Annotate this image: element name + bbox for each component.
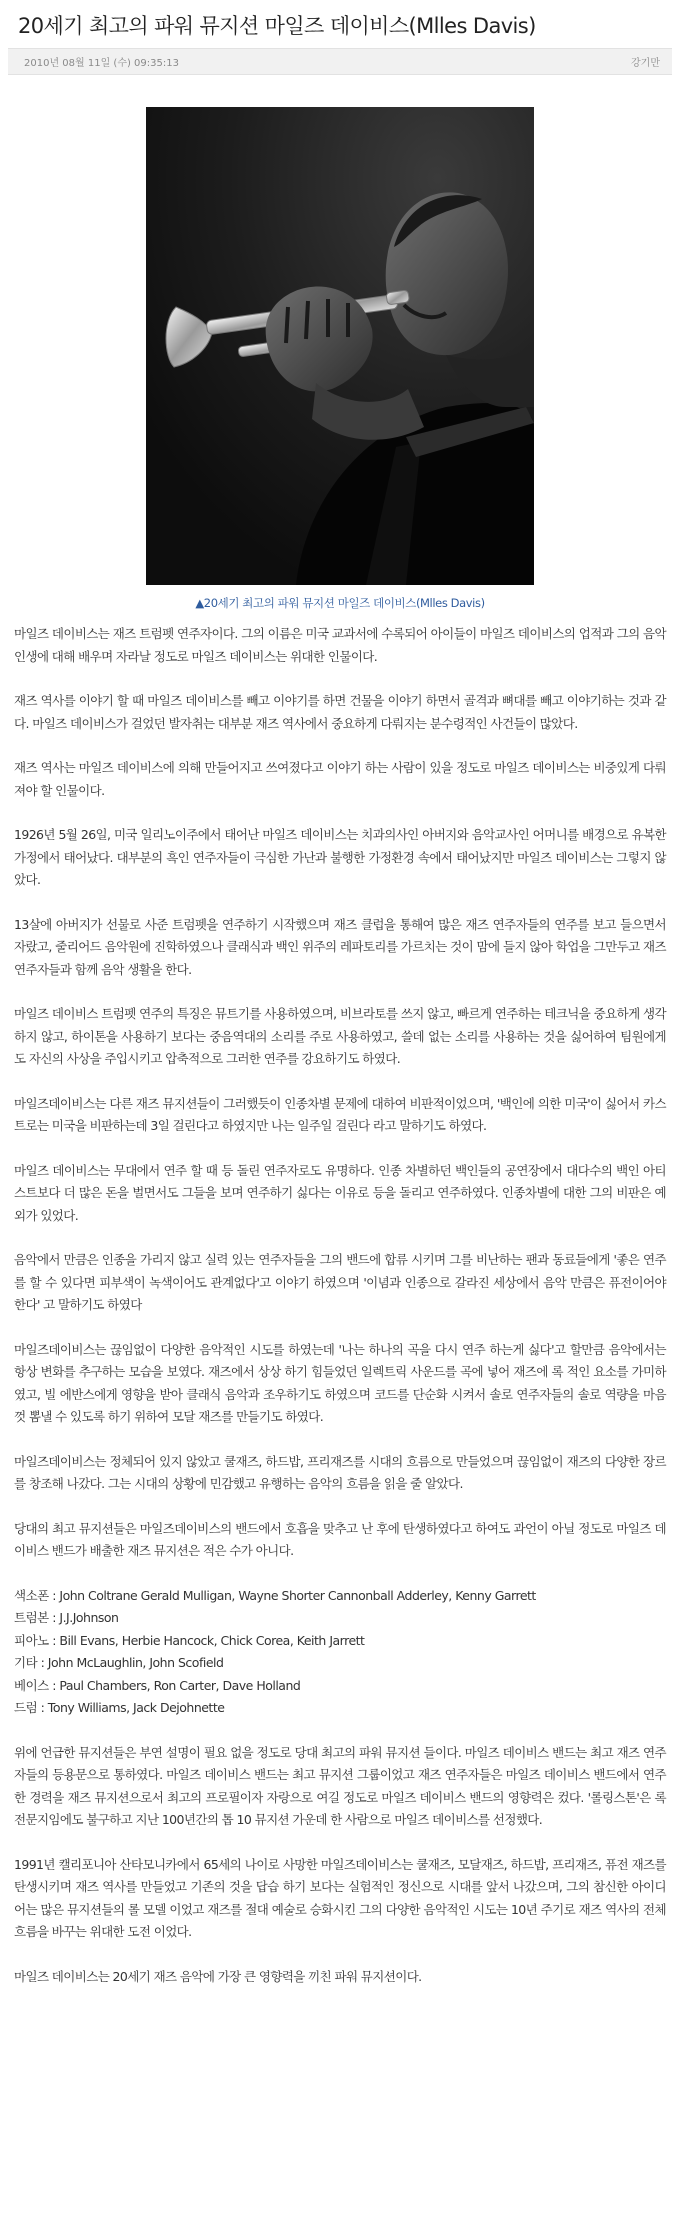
article-paragraph: 마일즈 데이비스 트럼펫 연주의 특징은 뮤트기를 사용하였으며, 비브라토를 쓰지 않고, 빠르게 연주하는 테크닉을 중요하게 생각하지 않고, 하이톤을 사용하기 보다는 중음역대의 소리를 주로 사용하였고, 쓸데 없는 소리를 사용하는 것을 싫어하여 팀원에게도 자신의 사상을 주입시키고 압축적으로 그러한 연주를 강요하기도 하였다. — [14, 1006, 666, 1066]
article-paragraph: 위에 언급한 뮤지션들은 부연 설명이 필요 없을 정도로 당대 최고의 파워 뮤지션 들이다. 마일즈 데이비스 밴드는 최고 재즈 연주자들의 등용문으로 통하였다. 마일즈 데이비스 밴드는 최고 뮤지션 그룹이었고 재즈 연주자들은 마일즈 데이비스 밴드에서 연주한 경력을 재즈 뮤지션으로서 최고의 프로필이자 자랑으로 여길 정도로 마일즈 데이비스 밴드의 영향력은 컸다. '롤링스톤'은 록 전문지임에도 불구하고 지난 100년간의 톱 10 뮤지션 가운데 한 사람으로 마일즈 데이비스를 선정했다. — [14, 1744, 666, 1827]
musician-list — [14, 1585, 666, 1720]
article-title: 20세기 최고의 파워 뮤지션 마일즈 데이비스(Mlles Davis) — [18, 14, 536, 38]
article-paragraph: 당대의 최고 뮤지션들은 마일즈데이비스의 밴드에서 호흡을 맞추고 난 후에 탄생하였다고 하여도 과언이 아닐 정도로 마일즈 데이비스 밴드가 배출한 재즈 뮤지션은 적은 수가 아니다. — [14, 1520, 666, 1558]
article-paragraph: 마일즈 데이비스는 재즈 트럼펫 연주자이다. 그의 이름은 미국 교과서에 수록되어 아이들이 마일즈 데이비스의 업적과 그의 음악인생에 대해 배우며 자라날 정도로 마일즈 데이비스는 위대한 인물이다. — [14, 626, 666, 664]
article-paragraph: 재즈 역사는 마일즈 데이비스에 의해 만들어지고 쓰여졌다고 이야기 하는 사람이 있을 정도로 마일즈 데이비스는 비중있게 다뤄져야 할 인물이다. — [14, 760, 666, 798]
article-paragraph: 1991년 캘리포니아 산타모니카에서 65세의 나이로 사망한 마일즈데이비스는 쿨재즈, 모달재즈, 하드밥, 프리재즈, 퓨전 재즈를 탄생시키며 재즈 역사를 만들었고 기존의 것을 답습 하기 보다는 실험적인 정신으로 시대를 앞서 나갔으며, 그의 참신한 아이디어는 많은 뮤지션들의 롤 모델 이었고 재즈를 절대 예술로 승화시킨 그의 다양한 음악적인 시도는 10년 주기로 재즈 역사의 전체 흐름을 바꾸는 위대한 도전 이었다. — [14, 1856, 666, 1939]
article-paragraph: 마일즈 데이비스는 20세기 재즈 음악에 가장 큰 영향력을 끼친 파워 뮤지션이다. — [14, 1968, 422, 1984]
article-paragraph: 13살에 아버지가 선물로 사준 트럼펫을 연주하기 시작했으며 재즈 클럽을 통해여 많은 재즈 연주자들의 연주를 보고 들으면서 자랐고, 줄리어드 음악원에 진학하였으나 클래식과 백인 위주의 레파토리를 가르치는 것이 맘에 들지 않아 학업을 그만두고 재즈 연주자들과 함께 음악 생활을 한다. — [14, 916, 666, 977]
musician-line-trombone: 트럼본 : J.J.Johnson — [14, 1610, 119, 1625]
article-body — [8, 623, 672, 1988]
musician-line-saxophone: 색소폰 : John Coltrane Gerald Mulligan, Wayne Shorter Cannonball Adderley, Kenny Garrett — [14, 1587, 536, 1603]
article-paragraph: 1926년 5월 26일, 미국 일리노이주에서 태어난 마일즈 데이비스는 치과의사인 아버지와 음악교사인 어머니를 배경으로 유복한 가정에서 태어났다. 대부분의 흑인 연주자들이 극심한 가난과 불행한 가정환경 속에서 태어났지만 마일즈 데이비스는 그렇지 않았다. — [14, 827, 666, 887]
article — [8, 0, 672, 1988]
article-paragraph: 음악에서 만큼은 인종을 가리지 않고 실력 있는 연주자들을 그의 밴드에 합류 시키며 그를 비난하는 팬과 동료들에게 '좋은 연주를 할 수 있다면 피부색이 녹색이어도 관계없다'고 이야기 하였으며 '이념과 인종으로 갈라진 세상에서 음악 만큼은 퓨전이어야 한다' 고 말하기도 하였다 — [14, 1252, 666, 1312]
article-meta-bar — [8, 48, 672, 75]
publish-date: 2010년 08월 11일 (수) 09:35:13 — [24, 58, 179, 69]
article-paragraph: 마일즈 데이비스는 무대에서 연주 할 때 등 돌린 연주자로도 유명하다. 인종 차별하던 백인들의 공연장에서 대다수의 백인 아티스트보다 더 많은 돈을 벌면서도 그들을 보며 연주하기 싫다는 이유로 등을 돌리고 연주하였다. 인종차별에 대한 그의 비판은 예외가 있었다. — [14, 1162, 666, 1223]
article-paragraph: 마일즈데이비스는 다른 재즈 뮤지션들이 그러했듯이 인종차별 문제에 대하여 비판적이었으며, '백인에 의한 미국'이 싫어서 카스트로는 미국을 비판하는데 3일 걸린다고 하였지만 나는 일주일 걸린다 라고 말하기도 하였다. — [14, 1095, 666, 1133]
author-name[interactable]: 강기만 — [631, 58, 660, 69]
article-paragraph: 마일즈데이비스는 정체되어 있지 않았고 쿨재즈, 하드밥, 프리재즈를 시대의 흐름으로 만들었으며 끊임없이 재즈의 다양한 장르를 창조해 나갔다. 그는 시대의 상황에 민감했고 유행하는 음악의 흐름을 읽을 줄 알았다. — [14, 1453, 666, 1491]
article-paragraph: 마일즈데이비스는 끊임없이 다양한 음악적인 시도를 하였는데 '나는 하나의 곡을 다시 연주 하는게 싫다'고 할만큼 음악에서는 항상 변화를 추구하는 모습을 보였다. 재즈에서 상상 하기 힘들었던 일렉트릭 사운드를 곡에 넣어 재즈에 록 적인 요소를 가미하였고, 빌 에반스에게 영향을 받아 클래식 음악과 조우하기도 하였으며 코드를 단순화 시켜서 솔로 연주자들의 솔로 역량을 마음껏 뽐낼 수 있도록 하기 위하여 모달 재즈를 만들기도 하였다. — [14, 1341, 666, 1424]
article-photo — [146, 107, 534, 585]
musician-line-piano: 피아노 : Bill Evans, Herbie Hancock, Chick Corea, Keith Jarrett — [14, 1632, 365, 1648]
photo-caption: ▲20세기 최고의 파워 뮤지션 마일즈 데이비스(Mlles Davis) — [195, 596, 485, 610]
article-paragraph: 재즈 역사를 이야기 할 때 마일즈 데이비스를 빼고 이야기를 하면 건물을 이야기 하면서 골격과 뼈대를 빼고 이야기하는 것과 같다. 마일즈 데이비스가 걸었던 발자취는 대부분 재즈 역사에서 중요하게 다뤄지는 분수령적인 사건들이 많았다. — [14, 693, 666, 731]
musician-line-bass: 베이스 : Paul Chambers, Ron Carter, Dave Holland — [14, 1677, 301, 1693]
musician-line-guitar: 기타 : John McLaughlin, John Scofield — [14, 1655, 224, 1670]
musician-line-drums: 드럼 : Tony Williams, Jack Dejohnette — [14, 1700, 225, 1715]
